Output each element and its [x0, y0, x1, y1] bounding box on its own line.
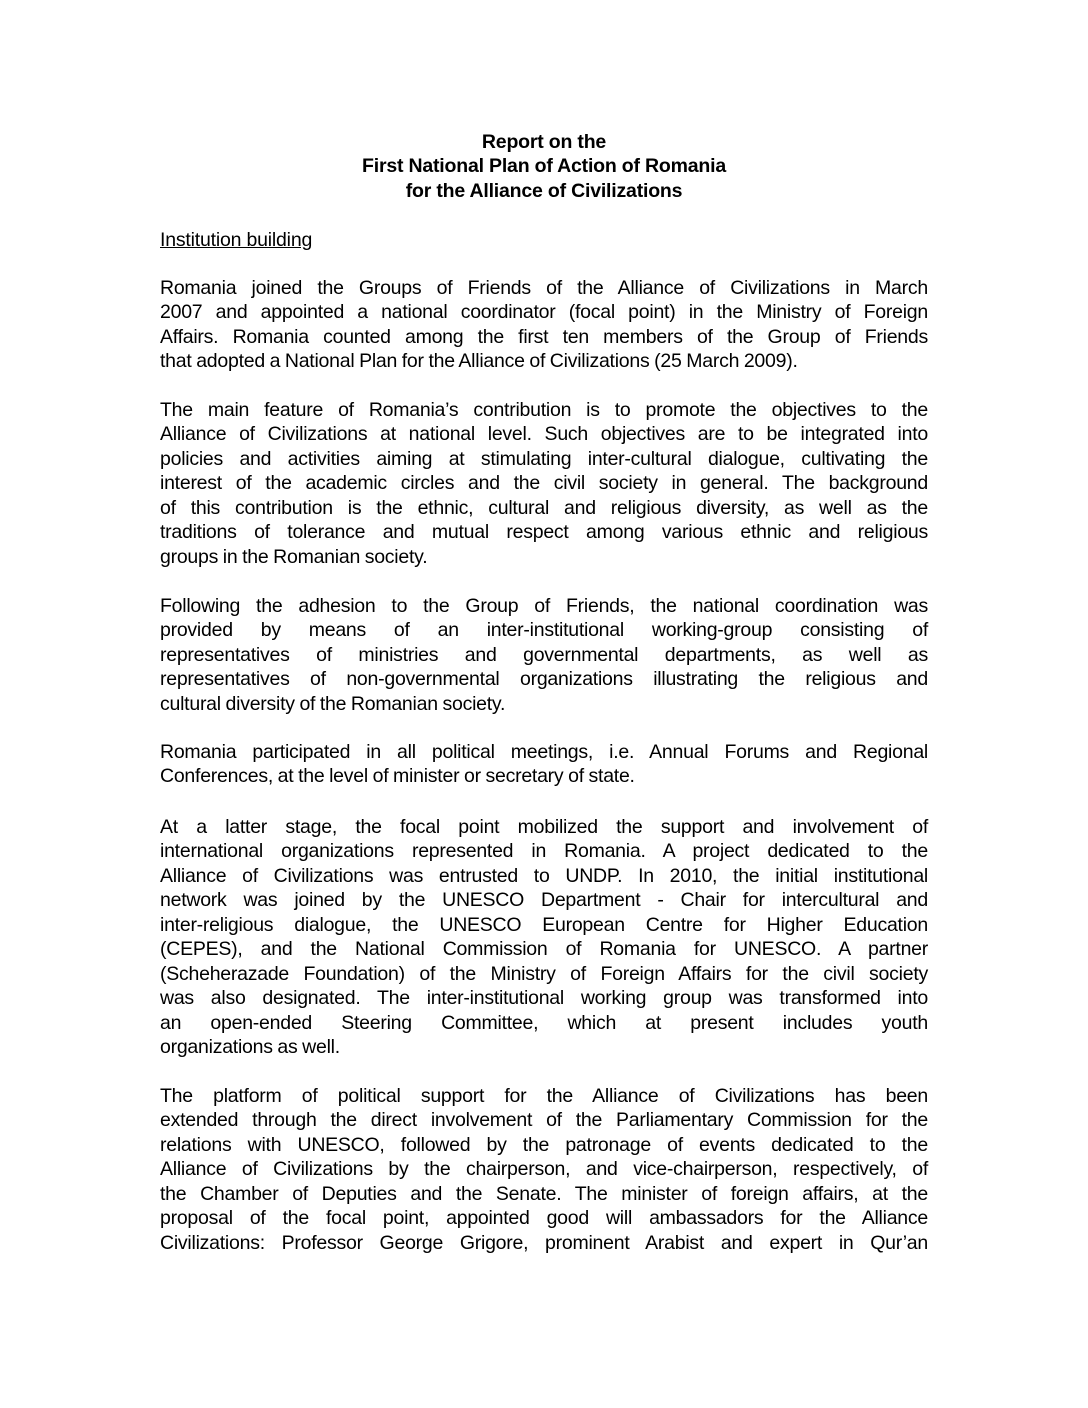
title-line-3: for the Alliance of Civilizations: [405, 179, 683, 202]
paragraph-line: proposal of the focal point, appointed good will ambassadors for the Alliance: [160, 1207, 928, 1230]
paragraph-line: that adopted a National Plan for the Alliance of Civilizations (25 March 2009).: [160, 350, 798, 373]
paragraph-line: extended through the direct involvement of the Parliamentary Commission for the: [160, 1109, 928, 1132]
title-line-2: First National Plan of Action of Romania: [362, 155, 726, 178]
paragraph-line: of this contribution is the ethnic, cultural and religious diversity, as well as the: [160, 496, 928, 519]
paragraph-line: The platform of political support for the Alliance of Civilizations has been: [160, 1085, 928, 1107]
paragraph-line: Alliance of Civilizations at national level. Such objectives are to be integrated into: [160, 423, 928, 446]
paragraph-line: Civilizations: Professor George Grigore, prominent Arabist and expert in Qur’an: [160, 1231, 928, 1254]
paragraph-line: Conferences, at the level of minister or secretary of state.: [160, 765, 635, 788]
paragraph-line: (CEPES), and the National Commission of Romania for UNESCO. A partner: [160, 938, 928, 961]
paragraph-6: [160, 1084, 928, 1255]
paragraph-line: provided by means of an inter-institutional working-group consisting of: [160, 619, 928, 642]
paragraph-line: traditions of tolerance and mutual respect among various ethnic and religious: [160, 521, 928, 544]
paragraph-line: Romania participated in all political meetings, i.e. Annual Forums and Regional: [160, 741, 928, 763]
section-heading-institution-building: Institution building: [160, 229, 313, 251]
paragraph-line: relations with UNESCO, followed by the patronage of events dedicated to the: [160, 1133, 928, 1156]
paragraph-line: the Chamber of Deputies and the Senate. The minister of foreign affairs, at the: [160, 1182, 928, 1205]
paragraph-line: representatives of ministries and governmental departments, as well as: [160, 643, 928, 666]
paragraph-line: Alliance of Civilizations was entrusted to UNDP. In 2010, the initial institutional: [160, 864, 928, 887]
paragraph-4: [160, 740, 928, 789]
paragraph-5: [160, 815, 928, 1060]
paragraph-line: Affairs. Romania counted among the first ten members of the Group of Friends: [160, 325, 928, 348]
paragraph-line: policies and activities aiming at stimulating inter-cultural dialogue, cultivating the: [160, 447, 928, 470]
paragraph-3: [160, 594, 928, 716]
paragraph-1: [160, 276, 928, 374]
paragraph-line: At a latter stage, the focal point mobilized the support and involvement of: [160, 816, 928, 838]
title-line-1: Report on the: [481, 131, 607, 153]
paragraph-line: groups in the Romanian society.: [160, 545, 428, 568]
paragraph-line: (Scheherazade Foundation) of the Ministry of Foreign Affairs for the civil society: [160, 962, 928, 985]
paragraph-line: The main feature of Romania’s contribution is to promote the objectives to the: [160, 399, 928, 421]
paragraph-line: an open-ended Steering Committee, which at present includes youth: [160, 1011, 928, 1034]
paragraph-line: representatives of non-governmental organizations illustrating the religious and: [160, 668, 928, 691]
paragraph-line: Romania joined the Groups of Friends of the Alliance of Civilizations in March: [160, 277, 928, 299]
paragraph-line: inter-religious dialogue, the UNESCO European Centre for Higher Education: [160, 913, 928, 936]
paragraph-line: Following the adhesion to the Group of Friends, the national coordination was: [160, 595, 928, 617]
document-title: [160, 130, 928, 203]
paragraph-line: cultural diversity of the Romanian society.: [160, 692, 506, 715]
paragraph-line: international organizations represented in Romania. A project dedicated to the: [160, 840, 928, 863]
paragraph-line: 2007 and appointed a national coordinator (focal point) in the Ministry of Foreign: [160, 301, 928, 324]
paragraph-line: was also designated. The inter-institutional working group was transformed into: [160, 987, 928, 1010]
paragraph-line: interest of the academic circles and the civil society in general. The background: [160, 472, 928, 495]
paragraph-line: organizations as well.: [160, 1036, 340, 1059]
paragraph-2: [160, 398, 928, 569]
paragraph-line: Alliance of Civilizations by the chairperson, and vice-chairperson, respectively, of: [160, 1158, 928, 1181]
paragraph-line: network was joined by the UNESCO Department - Chair for intercultural and: [160, 889, 928, 912]
